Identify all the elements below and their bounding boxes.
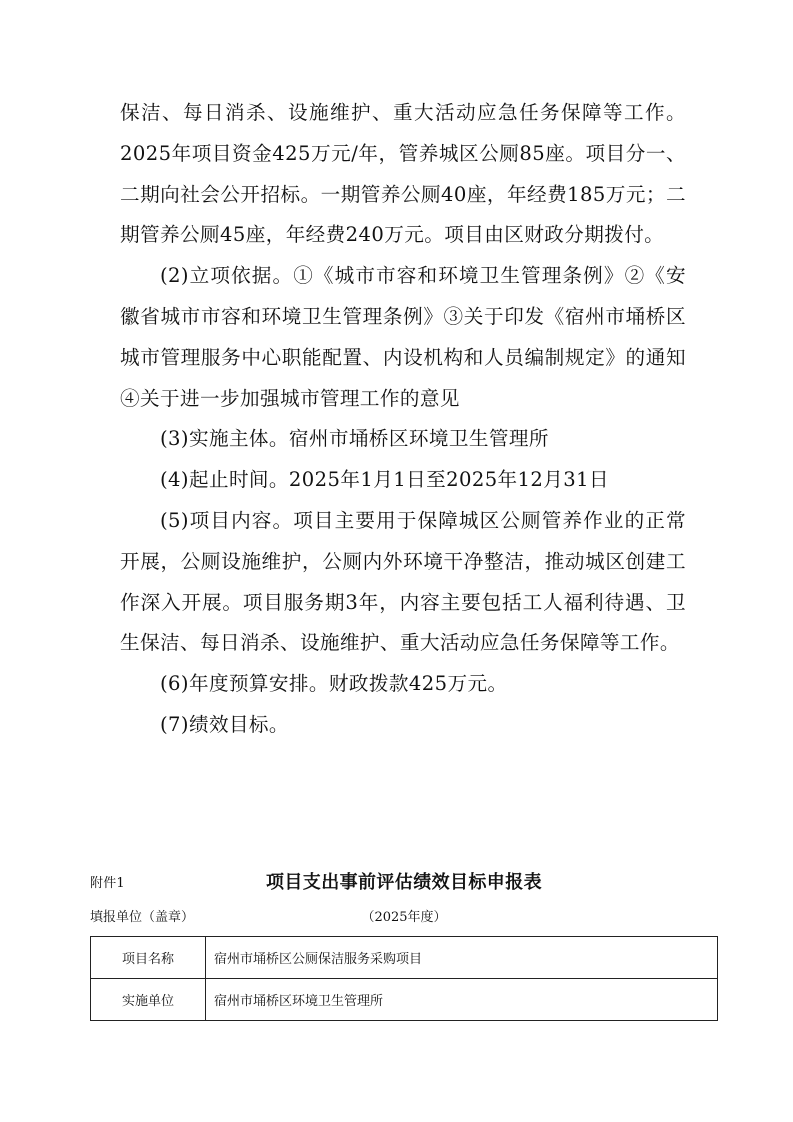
form-meta [90,902,718,936]
row-key: 项目名称 [91,937,206,979]
form-header [90,868,718,894]
paragraph-implementer: (3)实施主体。宿州市埇桥区环境卫生管理所 [160,427,549,451]
row-value: 宿州市埇桥区环境卫生管理所 [206,979,718,1021]
appendix-form [90,868,718,1021]
table-row [91,937,718,979]
paragraph-basis: (2)立项依据。①《城市市容和环境卫生管理条例》②《安徽省城市市容和环境卫生管理条例》③关于印发《宿州市埇桥区城市管理服务中心职能配置、内设机构和人员编制规定》的通知 ④关于进一步加强城市管理工作的意见 [120,264,686,410]
attachment-label: 附件1 [90,876,125,891]
paragraph-goals: (7)绩效目标。 [160,712,289,736]
form-table [90,936,718,1021]
form-title: 项目支出事前评估绩效目标申报表 [266,872,542,893]
paragraph-budget: (6)年度预算安排。财政拨款425万元。 [160,672,508,696]
filler-label: 填报单位（盖章） [90,910,195,925]
year-label: （2025年度） [361,910,447,925]
row-key: 实施单位 [91,979,206,1021]
paragraph-period: (4)起止时间。2025年1月1日至2025年12月31日 [160,468,610,492]
table-row [91,979,718,1021]
row-value: 宿州市埇桥区公厕保洁服务采购项目 [206,937,718,979]
paragraph-content: (5)项目内容。项目主要用于保障城区公厕管养作业的正常开展，公厕设施维护，公厕内外环境干净整洁，推动城区创建工作深入开展。项目服务期3年，内容主要包括工人福利待遇、卫生保洁、每日消杀、设施维护、重大活动应急任务保障等工作。 [120,508,686,655]
paragraph-project-summary: 保洁、每日消杀、设施维护、重大活动应急任务保障等工作。2025年项目资金425万元/年，管养城区公厕85座。项目分一、二期向社会公开招标。一期管养公厕40座，年经费185万元；二期管养公厕45座，年经费240万元。项目由区财政分期拨付。 [120,101,686,247]
report-body [120,93,686,746]
